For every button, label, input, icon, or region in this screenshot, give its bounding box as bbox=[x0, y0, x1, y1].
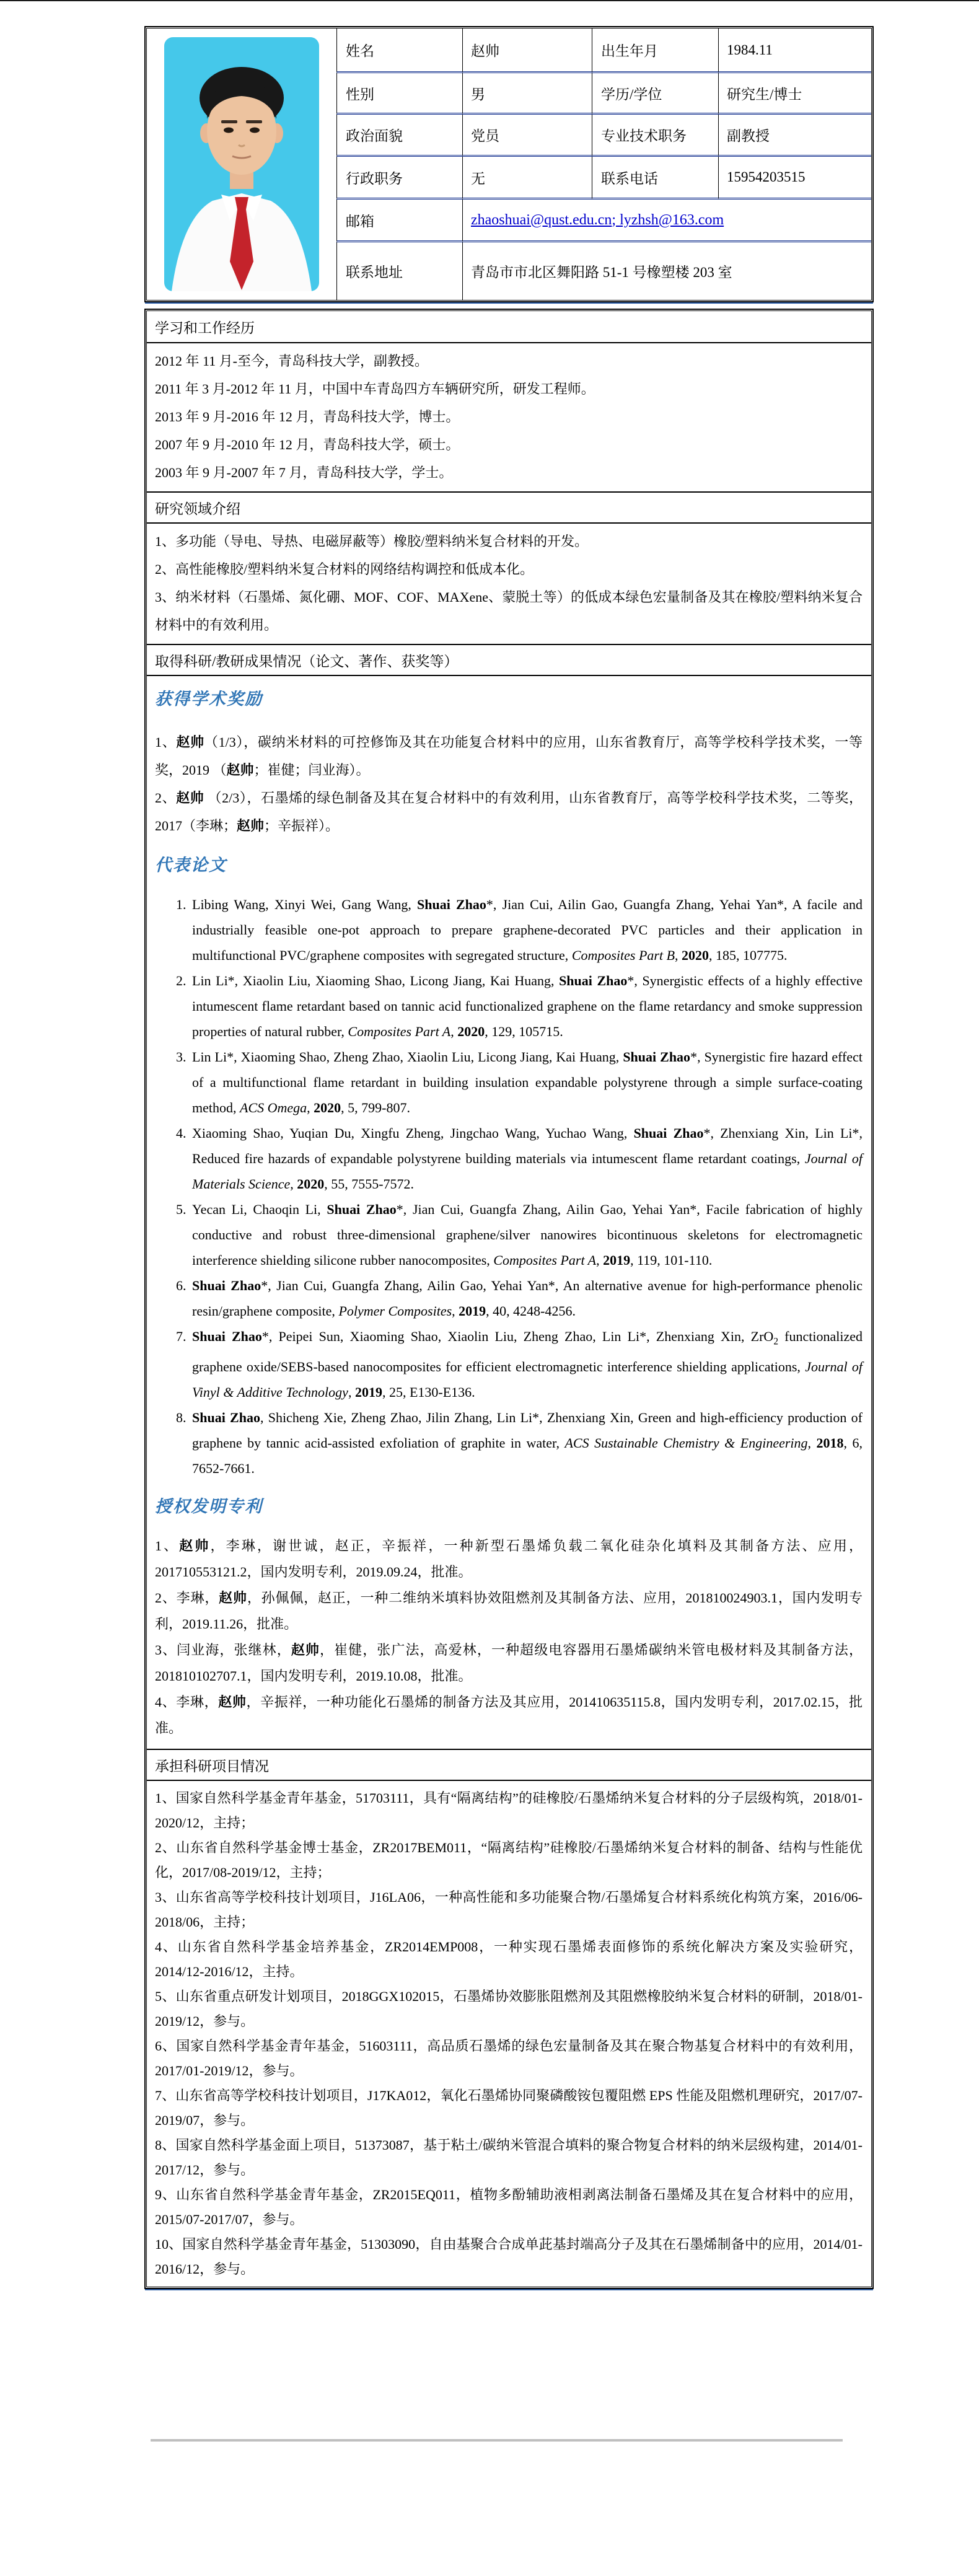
section-title: 研究领域介绍 bbox=[155, 501, 240, 517]
field-value-phone bbox=[718, 157, 871, 200]
value-text: 无 bbox=[471, 170, 485, 187]
section-title: 取得科研/教研成果情况（论文、著作、获奖等） bbox=[155, 653, 459, 669]
profile-table bbox=[144, 26, 874, 302]
label-text: 姓名 bbox=[346, 43, 374, 59]
field-label-birth bbox=[592, 29, 718, 73]
footer-divider bbox=[151, 2439, 843, 2442]
field-label-phone bbox=[592, 157, 718, 200]
experience-item: 2012 年 11 月-至今，青岛科技大学，副教授。 bbox=[155, 353, 429, 369]
value-text: 赵帅 bbox=[471, 43, 499, 59]
patent-item: 4、李琳，赵帅，辛振祥，一种功能化石墨烯的制备方法及其应用，201410635115.8，国内发明专利，2017.02.15，批准。 bbox=[155, 1694, 863, 1736]
project-item: 2、山东省自然科学基金博士基金，ZR2017BEM011，“隔离结构”硅橡胶/石墨烯纳米复合材料的制备、结构与性能优化，2017/08-2019/12，主持； bbox=[155, 1840, 863, 1881]
paper-item: 4. Xiaoming Shao, Yuqian Du, Xingfu Zheng, Jingchao Wang, Yuchao Wang, Shuai Zhao*, Zhenxiang Xin, Lin Li*, Reduced fire hazards of expandable polystyrene building materials via intumescent flame retardant coatings, Journal of Materials Science, 2020, 55, 7555-7572. bbox=[190, 1120, 863, 1197]
experience-item: 2007 年 9 月-2010 年 12 月，青岛科技大学，硕士。 bbox=[155, 437, 460, 452]
email-link-qust[interactable]: zhaoshuai@qust.edu.cn bbox=[471, 211, 612, 228]
paper-item: 2. Lin Li*, Xiaolin Liu, Xiaoming Shao, Licong Jiang, Kai Huang, Shuai Zhao*, Synergistic effects of a highly effective intumescent flame retardant based on tannic acid functionalized graphene on the flame retardancy and smoke suppression properties of natural rubber, Composites Part A, 2020, 129, 105715. bbox=[190, 968, 863, 1044]
papers-list bbox=[155, 892, 863, 1481]
value-text: 1984.11 bbox=[727, 42, 773, 58]
research-item: 3、纳米材料（石墨烯、氮化硼、MOF、COF、MAXene、蒙脱土等）的低成本绿色宏量制备及其在橡胶/塑料纳米复合材料中的有效利用。 bbox=[155, 589, 863, 633]
patents-list bbox=[155, 1533, 863, 1741]
field-value-email bbox=[462, 200, 871, 242]
research-content bbox=[147, 524, 871, 644]
research-item: 1、多功能（导电、导热、电磁屏蔽等）橡胶/塑料纳米复合材料的开发。 bbox=[155, 534, 589, 549]
experience-item: 2003 年 9 月-2007 年 7 月，青岛科技大学，学士。 bbox=[155, 465, 453, 480]
label-text: 联系电话 bbox=[601, 170, 658, 187]
paper-item: 3. Lin Li*, Xiaoming Shao, Zheng Zhao, Xiaolin Liu, Licong Jiang, Kai Huang, Shuai Zhao*, Synergistic fire hazard effect of a multifunctional flame retardant in building insulation expandable polystyrene through a simple surface-coating method, ACS Omega, 2020, 5, 799-807. bbox=[190, 1044, 863, 1120]
label-text: 政治面貌 bbox=[346, 128, 403, 144]
label-text: 性别 bbox=[346, 86, 374, 102]
cv-page bbox=[144, 0, 874, 2289]
award-item: 2、赵帅 （2/3），石墨烯的绿色制备及其在复合材料中的有效利用，山东省教育厅，高等学校科学技术奖，二等奖，2017（李琳；赵帅；辛振祥）。 bbox=[155, 790, 863, 833]
value-text: 副教授 bbox=[727, 128, 770, 144]
patent-item: 2、李琳，赵帅，孙佩佩，赵正，一种二维纳米填料协效阻燃剂及其制备方法、应用，201810024903.1，国内发明专利，2019.11.26，批准。 bbox=[155, 1590, 863, 1632]
section-header-achievements bbox=[147, 644, 871, 676]
field-label-degree bbox=[592, 73, 718, 115]
label-text: 专业技术职务 bbox=[601, 128, 687, 144]
project-item: 7、山东省高等学校科技计划项目，J17KA012，氧化石墨烯协同聚磷酸铵包覆阻燃 EPS 性能及阻燃机理研究，2017/07-2019/07，参与。 bbox=[155, 2088, 863, 2129]
section-title: 承担科研项目情况 bbox=[155, 1758, 269, 1774]
field-value-gender bbox=[462, 73, 592, 115]
sections-table-inner bbox=[146, 310, 872, 2287]
research-item: 2、高性能橡胶/塑料纳米复合材料的网络结构调控和低成本化。 bbox=[155, 561, 534, 577]
section-header-experience bbox=[147, 311, 871, 343]
section-title: 学习和工作经历 bbox=[155, 320, 255, 336]
awards-heading: 获得学术奖励 bbox=[155, 690, 263, 708]
label-text: 行政职务 bbox=[346, 170, 403, 187]
award-item: 1、赵帅（1/3），碳纳米材料的可控修饰及其在功能复合材料中的应用，山东省教育厅，高等学校科学技术奖，一等奖，2019 （赵帅；崔健；闫业海）。 bbox=[155, 734, 863, 778]
field-label-political bbox=[336, 115, 462, 157]
label-text: 出生年月 bbox=[601, 43, 658, 59]
field-label-gender bbox=[336, 73, 462, 115]
value-text: 15954203515 bbox=[727, 169, 806, 185]
value-text: 研究生/博士 bbox=[727, 86, 802, 102]
field-value-political bbox=[462, 115, 592, 157]
patent-item: 1、赵帅，李琳，谢世诚，赵正，辛振祥，一种新型石墨烯负载二氧化硅杂化填料及其制备方法、应用，201710553121.2，国内发明专利，2019.09.24，批准。 bbox=[155, 1538, 863, 1580]
field-value-birth bbox=[718, 29, 871, 73]
paper-item: 1. Libing Wang, Xinyi Wei, Gang Wang, Shuai Zhao*, Jian Cui, Ailin Gao, Guangfa Zhang, Yehai Yan*, A facile and industrially feasible one-pot approach to prepare graphene-decorated PVC particles and their application in multifunctional PVC/graphene composites with segregated structure, Composites Part B, 2020, 185, 107775. bbox=[190, 892, 863, 968]
label-text: 联系地址 bbox=[346, 265, 403, 280]
achievements-content bbox=[147, 676, 871, 1749]
value-text: 男 bbox=[471, 86, 485, 102]
email-separator: ; bbox=[612, 211, 620, 228]
experience-content bbox=[147, 343, 871, 491]
project-item: 9、山东省自然科学基金青年基金，ZR2015EQ011，植物多酚辅助液相剥离法制备石墨烯及其在复合材料中的应用，2015/07-2017/07，参与。 bbox=[155, 2187, 863, 2228]
paper-item: 5. Yecan Li, Chaoqin Li, Shuai Zhao*, Jian Cui, Guangfa Zhang, Ailin Gao, Yehai Yan*, Facile fabrication of highly conductive and robust three-dimensional graphene/silver nanowires bicontinuous skeletons for electromagnetic interference shielding silicone rubber nanocomposites, Composites Part A, 2019, 119, 101-110. bbox=[190, 1197, 863, 1273]
label-text: 学历/学位 bbox=[601, 86, 662, 102]
project-item: 10、国家自然科学基金青年基金，51303090，自由基聚合合成单茈基封端高分子及其在石墨烯制备中的应用，2014/01-2016/12，参与。 bbox=[155, 2236, 863, 2277]
project-item: 5、山东省重点研发计划项目，2018GGX102015，石墨烯协效膨胀阻燃剂及其阻燃橡胶纳米复合材料的研制，2018/01-2019/12，参与。 bbox=[155, 1989, 863, 2029]
email-link-163[interactable]: lyzhsh@163.com bbox=[620, 211, 724, 228]
papers-heading: 代表论文 bbox=[155, 856, 227, 874]
field-label-name bbox=[336, 29, 462, 73]
field-label-title bbox=[592, 115, 718, 157]
profile-grid bbox=[147, 29, 871, 300]
patent-item: 3、闫业海，张继林，赵帅，崔健，张广法，高爱林，一种超级电容器用石墨烯碳纳米管电极材料及其制备方法，201810102707.1，国内发明专利，2019.10.08，批准。 bbox=[155, 1642, 863, 1684]
field-value-name bbox=[462, 29, 592, 73]
portrait-photo-graphic bbox=[164, 37, 319, 291]
label-text: 邮箱 bbox=[346, 213, 374, 229]
project-item: 6、国家自然科学基金青年基金，51603111，高品质石墨烯的绿色宏量制备及其在聚合物基复合材料中的有效利用，2017/01-2019/12，参与。 bbox=[155, 2038, 863, 2079]
experience-item: 2011 年 3 月-2012 年 11 月，中国中车青岛四方车辆研究所，研发工程师。 bbox=[155, 381, 595, 397]
value-text: 青岛市市北区舞阳路 51-1 号橡塑楼 203 室 bbox=[471, 265, 732, 280]
field-value-title bbox=[718, 115, 871, 157]
field-label-email bbox=[336, 200, 462, 242]
section-header-projects bbox=[147, 1749, 871, 1781]
project-item: 3、山东省高等学校科技计划项目，J16LA06，一种高性能和多功能聚合物/石墨烯复合材料系统化构筑方案，2016/06-2018/06，主持； bbox=[155, 1889, 863, 1930]
profile-table-inner bbox=[146, 28, 872, 301]
project-item: 8、国家自然科学基金面上项目，51373087，基于粘土/碳纳米管混合填料的聚合物复合材料的纳米层级构建，2014/01-2017/12，参与。 bbox=[155, 2137, 863, 2178]
value-text: 党员 bbox=[471, 128, 499, 144]
field-label-admin bbox=[336, 157, 462, 200]
patents-heading: 授权发明专利 bbox=[155, 1497, 263, 1516]
paper-item: 6. Shuai Zhao*, Jian Cui, Guangfa Zhang, Ailin Gao, Yehai Yan*, An alternative avenue for high-performance phenolic resin/graphene composite, Polymer Composites, 2019, 40, 4248-4256. bbox=[190, 1273, 863, 1324]
profile-photo bbox=[147, 29, 336, 300]
paper-item: 7. Shuai Zhao*, Peipei Sun, Xiaoming Shao, Xiaolin Liu, Zheng Zhao, Lin Li*, Zhenxiang Xin, ZrO$_2$ functionalized graphene oxide/SEBS-based nanocomposites for efficient electromagnetic interference shielding applications, Journal of Vinyl & Additive Technology, 2019, 25, E130-E136. bbox=[190, 1324, 863, 1405]
field-value-degree bbox=[718, 73, 871, 115]
project-item: 1、国家自然科学基金青年基金，51703111，具有“隔离结构”的硅橡胶/石墨烯纳米复合材料的分子层级构筑，2018/01-2020/12，主持； bbox=[155, 1790, 863, 1831]
sections-table bbox=[144, 309, 874, 2289]
field-label-address bbox=[336, 242, 462, 300]
field-value-address bbox=[462, 242, 871, 300]
section-header-research bbox=[147, 491, 871, 524]
awards-list bbox=[155, 728, 863, 840]
paper-item: 8. Shuai Zhao, Shicheng Xie, Zheng Zhao, Jilin Zhang, Lin Li*, Zhenxiang Xin, Green and high-efficiency production of graphene by tannic acid-assisted exfoliation of graphite in water, ACS Sustainable Chemistry & Engineering, 2018, 6, 7652-7661. bbox=[190, 1405, 863, 1481]
field-value-admin bbox=[462, 157, 592, 200]
experience-item: 2013 年 9 月-2016 年 12 月，青岛科技大学，博士。 bbox=[155, 409, 460, 424]
project-item: 4、山东省自然科学基金培养基金，ZR2014EMP008，一种实现石墨烯表面修饰的系统化解决方案及实验研究，2014/12-2016/12，主持。 bbox=[155, 1939, 863, 1980]
projects-content bbox=[147, 1781, 871, 2287]
